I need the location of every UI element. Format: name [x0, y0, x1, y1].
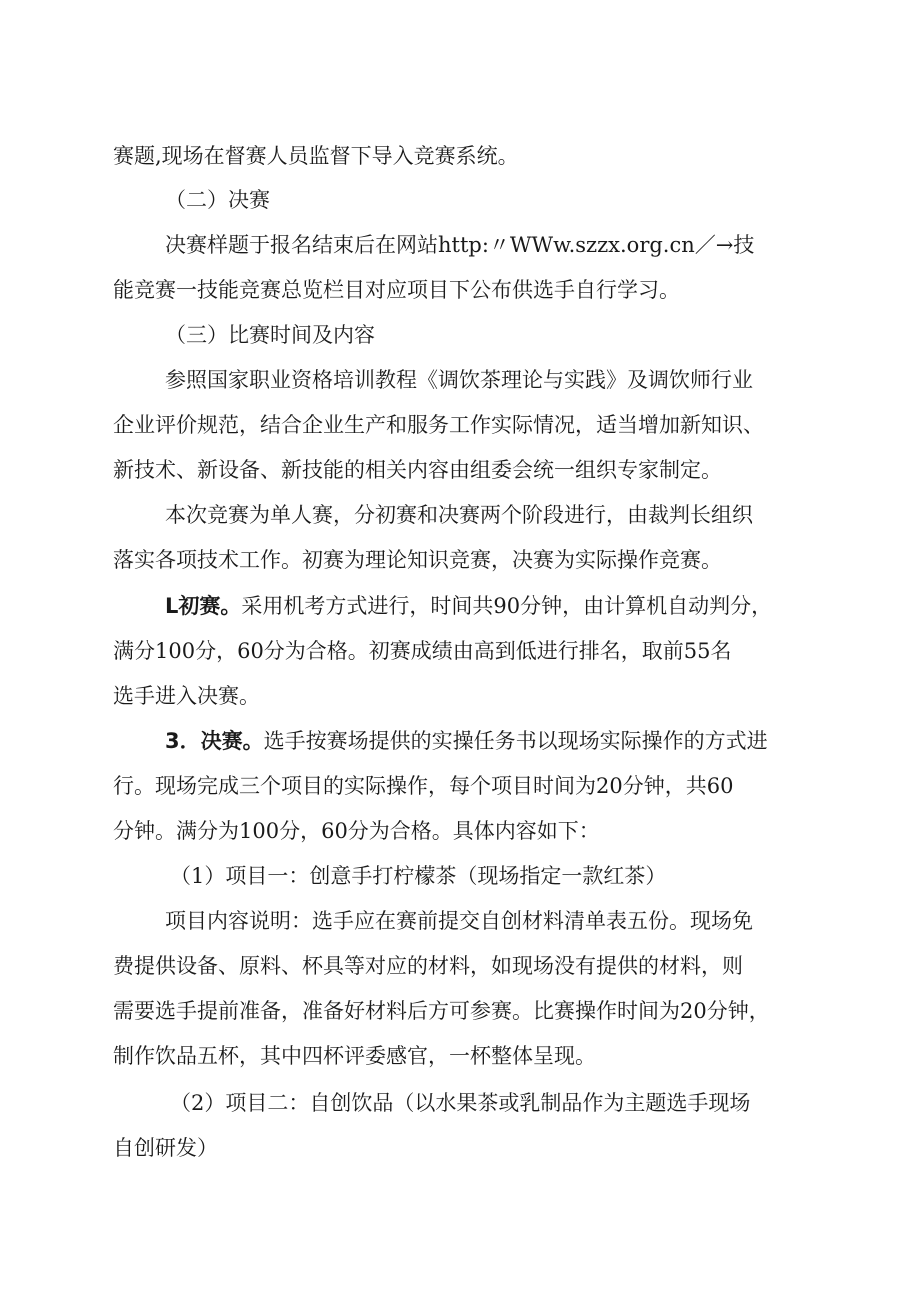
preliminary-label: L初赛。 — [165, 594, 242, 618]
paragraph-line: 本次竞赛为单人赛，分初赛和决赛两个阶段进行，由裁判长组织 — [165, 503, 753, 527]
paragraph-line — [165, 593, 772, 619]
paragraph-line: 制作饮品五杯，其中四杯评委感官，一杯整体呈现。 — [113, 1044, 596, 1068]
paragraph-line: 行。现场完成三个项目的实际操作，每个项目时间为20分钟，共60 — [113, 774, 734, 798]
final-label: 3．决赛。 — [165, 729, 264, 753]
paragraph-text: 选手按赛场提供的实操任务书以现场实际操作的方式进 — [263, 729, 768, 753]
paragraph-line — [165, 728, 768, 754]
paragraph-line: 参照国家职业资格培训教程《调饮茶理论与实践》及调饮师行业 — [165, 368, 753, 392]
section-heading-final: （二）决赛 — [165, 188, 270, 212]
section-heading-schedule: （三）比赛时间及内容 — [165, 323, 375, 347]
paragraph-line: 企业评价规范，结合企业生产和服务工作实际情况，适当增加新知识、 — [113, 413, 764, 437]
item-heading-1: （1）项目一：创意手打柠檬茶（现场指定一款红茶） — [170, 864, 667, 888]
paragraph-line: 分钟。满分为100分，60分为合格。具体内容如下： — [113, 819, 600, 843]
paragraph-line: 自创研发） — [113, 1136, 218, 1160]
paragraph-line: 需要选手提前准备，准备好材料后方可参赛。比赛操作时间为20分钟， — [113, 999, 770, 1023]
paragraph-line: 满分100分，60分为合格。初赛成绩由高到低进行排名，取前55名 — [113, 639, 732, 663]
paragraph-line: 赛题,现场在督赛人员监督下导入竞赛系统。 — [113, 144, 519, 168]
paragraph-line: 新技术、新设备、新技能的相关内容由组委会统一组织专家制定。 — [113, 458, 722, 482]
paragraph-text: 采用机考方式进行，时间共90分钟，由计算机自动判分， — [241, 594, 773, 618]
paragraph-line: 落实各项技术工作。初赛为理论知识竞赛，决赛为实际操作竞赛。 — [113, 548, 722, 572]
paragraph-line: 能竞赛一技能竞赛总览栏目对应项目下公布供选手自行学习。 — [113, 278, 680, 302]
paragraph-line: 费提供设备、原料、杯具等对应的材料，如现场没有提供的材料，则 — [113, 954, 743, 978]
paragraph-line: 选手进入决赛。 — [113, 684, 260, 708]
paragraph-line: 项目内容说明：选手应在赛前提交自创材料清单表五份。现场免 — [165, 909, 753, 933]
paragraph-line: 决赛样题于报名结束后在网站http:〃WWw.szzx.org.cn／→技 — [165, 233, 755, 257]
item-heading-2: （2）项目二：自创饮品（以水果茶或乳制品作为主题选手现场 — [170, 1091, 751, 1115]
